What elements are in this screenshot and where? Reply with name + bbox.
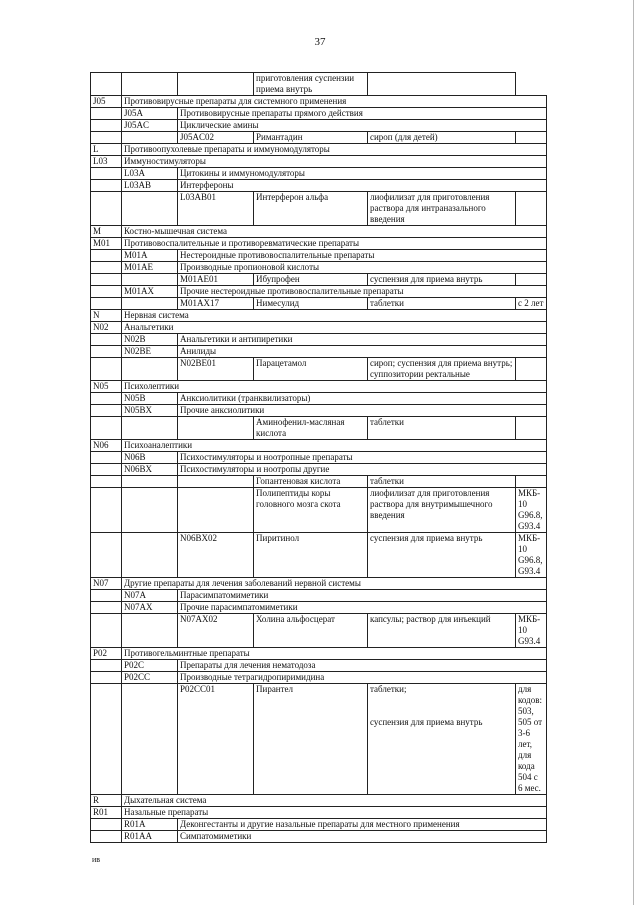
atc-code-cell bbox=[91, 73, 122, 96]
atc-code-cell: J05 bbox=[91, 96, 122, 108]
group-name-cell: Циклические амины bbox=[178, 120, 547, 132]
group-name-cell: Прочие анксиолитики bbox=[178, 405, 547, 417]
atc-code-cell bbox=[91, 452, 122, 464]
atc-code-cell bbox=[91, 590, 122, 602]
atc-code-cell bbox=[91, 602, 122, 614]
table-row bbox=[91, 578, 547, 590]
table-row bbox=[91, 795, 547, 807]
atc-drug-code-cell: J05AC02 bbox=[178, 132, 254, 144]
table-row bbox=[91, 648, 547, 660]
atc-drug-code-cell: N02BE01 bbox=[178, 358, 254, 381]
table-row bbox=[91, 250, 547, 262]
atc-drug-code-cell: N07AX02 bbox=[178, 614, 254, 648]
group-name-cell: Костно-мышечная система bbox=[122, 226, 547, 238]
group-name-cell: Парасимпатомиметики bbox=[178, 590, 547, 602]
note-cell: МКБ-10 G96.8, G93.4 bbox=[516, 488, 547, 533]
atc-code-cell: N07 bbox=[91, 578, 122, 590]
group-name-cell: Цитокины и иммуномодуляторы bbox=[178, 168, 547, 180]
table-row bbox=[91, 132, 547, 144]
atc-subcode-cell: M01AE bbox=[122, 262, 178, 274]
atc-subcode-cell: N05BX bbox=[122, 405, 178, 417]
atc-code-cell: M bbox=[91, 226, 122, 238]
dosage-form-cell: таблетки; суспензия для приема внутрь bbox=[368, 684, 516, 795]
dosage-form-cell: сироп (для детей) bbox=[368, 132, 516, 144]
atc-code-cell bbox=[91, 614, 122, 648]
atc-subcode-cell: N06B bbox=[122, 452, 178, 464]
drug-name-cell: Полипептиды коры головного мозга скота bbox=[254, 488, 368, 533]
atc-code-cell bbox=[91, 533, 122, 578]
atc-drug-code-cell bbox=[178, 488, 254, 533]
table-row bbox=[91, 476, 547, 488]
atc-subcode-cell: M01AX bbox=[122, 286, 178, 298]
group-name-cell: Иммуностимуляторы bbox=[122, 156, 547, 168]
table-row bbox=[91, 807, 547, 819]
table-row bbox=[91, 602, 547, 614]
note-cell: с 2 лет bbox=[516, 298, 547, 310]
atc-subcode-cell: M01A bbox=[122, 250, 178, 262]
atc-code-cell bbox=[91, 464, 122, 476]
table-row bbox=[91, 73, 547, 96]
drug-name-cell: Холина альфосцерат bbox=[254, 614, 368, 648]
atc-code-cell: N05 bbox=[91, 381, 122, 393]
table-row bbox=[91, 144, 547, 156]
drug-classification-table bbox=[90, 72, 547, 843]
note-cell bbox=[516, 358, 547, 381]
dosage-form-cell: таблетки bbox=[368, 298, 516, 310]
table-row bbox=[91, 831, 547, 843]
table-row bbox=[91, 298, 547, 310]
atc-subcode-cell: J05AC bbox=[122, 120, 178, 132]
dosage-form-cell: лиофилизат для приготовления раствора для интраназального введения bbox=[368, 192, 516, 226]
dosage-form-cell bbox=[368, 73, 516, 96]
group-name-cell: Дыхательная система bbox=[122, 795, 547, 807]
note-cell bbox=[516, 274, 547, 286]
table-row bbox=[91, 334, 547, 346]
table-row bbox=[91, 238, 547, 250]
atc-drug-code-cell: N06BX02 bbox=[178, 533, 254, 578]
drug-name-cell: приготовления суспензии приема внутрь bbox=[254, 73, 368, 96]
group-name-cell: Анальгетики bbox=[122, 322, 547, 334]
group-name-cell: Психостимуляторы и ноотропы другие bbox=[178, 464, 547, 476]
table-row bbox=[91, 120, 547, 132]
drug-name-cell: Пирантел bbox=[254, 684, 368, 795]
table-row bbox=[91, 819, 547, 831]
note-cell bbox=[516, 476, 547, 488]
group-name-cell: Противовирусные препараты прямого действия bbox=[178, 108, 547, 120]
atc-code-cell bbox=[91, 358, 122, 381]
table-row bbox=[91, 464, 547, 476]
table-body bbox=[91, 73, 547, 843]
table-row bbox=[91, 405, 547, 417]
group-name-cell: Психолептики bbox=[122, 381, 547, 393]
atc-code-cell bbox=[91, 831, 122, 843]
atc-drug-code-cell: M01AX17 bbox=[178, 298, 254, 310]
atc-subcode-cell bbox=[122, 73, 178, 96]
footer-mark: ив bbox=[92, 855, 101, 864]
group-name-cell: Противоопухолевые препараты и иммуномодуляторы bbox=[122, 144, 547, 156]
table-row bbox=[91, 180, 547, 192]
atc-code-cell bbox=[91, 180, 122, 192]
group-name-cell: Другие препараты для лечения заболеваний нервной системы bbox=[122, 578, 547, 590]
page-number: 37 bbox=[314, 36, 326, 48]
atc-drug-code-cell bbox=[178, 476, 254, 488]
atc-code-cell bbox=[91, 672, 122, 684]
atc-drug-code-cell: L03AB01 bbox=[178, 192, 254, 226]
group-name-cell: Противогельминтные препараты bbox=[122, 648, 547, 660]
table-row bbox=[91, 168, 547, 180]
atc-subcode-cell: L03AB bbox=[122, 180, 178, 192]
drug-name-cell: Аминофенил-масляная кислота bbox=[254, 417, 368, 440]
group-name-cell: Прочие парасимпатомиметики bbox=[178, 602, 547, 614]
atc-code-cell: N02 bbox=[91, 322, 122, 334]
atc-code-cell bbox=[91, 286, 122, 298]
atc-subcode-cell: R01AA bbox=[122, 831, 178, 843]
group-name-cell: Производные пропионовой кислоты bbox=[178, 262, 547, 274]
atc-drug-code-cell bbox=[178, 417, 254, 440]
atc-subcode-cell bbox=[122, 192, 178, 226]
group-name-cell: Анилиды bbox=[178, 346, 547, 358]
group-name-cell: Нестероидные противовоспалительные препараты bbox=[178, 250, 547, 262]
atc-code-cell bbox=[91, 298, 122, 310]
group-name-cell: Деконгестанты и другие назальные препараты для местного применения bbox=[178, 819, 547, 831]
table-row bbox=[91, 286, 547, 298]
atc-subcode-cell: L03A bbox=[122, 168, 178, 180]
atc-code-cell: N06 bbox=[91, 440, 122, 452]
group-name-cell: Препараты для лечения нематодоза bbox=[178, 660, 547, 672]
atc-code-cell: N bbox=[91, 310, 122, 322]
table-row bbox=[91, 614, 547, 648]
table-row bbox=[91, 452, 547, 464]
atc-subcode-cell bbox=[122, 132, 178, 144]
table-row bbox=[91, 660, 547, 672]
note-cell bbox=[516, 417, 547, 440]
group-name-cell: Противовирусные препараты для системного применения bbox=[122, 96, 547, 108]
scan-edge-line bbox=[633, 0, 634, 905]
group-name-cell: Нервная система bbox=[122, 310, 547, 322]
atc-code-cell bbox=[91, 274, 122, 286]
dosage-form-cell: сироп; суспензия для приема внутрь; суппозитории ректальные bbox=[368, 358, 516, 381]
atc-code-cell bbox=[91, 262, 122, 274]
drug-name-cell: Интерферон альфа bbox=[254, 192, 368, 226]
drug-name-cell: Гопантеновая кислота bbox=[254, 476, 368, 488]
atc-code-cell bbox=[91, 393, 122, 405]
atc-code-cell bbox=[91, 250, 122, 262]
atc-subcode-cell bbox=[122, 533, 178, 578]
table-row bbox=[91, 346, 547, 358]
table-row bbox=[91, 192, 547, 226]
atc-code-cell bbox=[91, 346, 122, 358]
atc-subcode-cell bbox=[122, 488, 178, 533]
atc-drug-code-cell: P02CC01 bbox=[178, 684, 254, 795]
drug-name-cell: Римантадин bbox=[254, 132, 368, 144]
table-row bbox=[91, 358, 547, 381]
atc-subcode-cell: R01A bbox=[122, 819, 178, 831]
atc-code-cell: P02 bbox=[91, 648, 122, 660]
table-row bbox=[91, 262, 547, 274]
atc-subcode-cell: N02B bbox=[122, 334, 178, 346]
atc-code-cell bbox=[91, 132, 122, 144]
atc-subcode-cell bbox=[122, 417, 178, 440]
atc-subcode-cell: P02C bbox=[122, 660, 178, 672]
group-name-cell: Противовоспалительные и противоревматические препараты bbox=[122, 238, 547, 250]
table-row bbox=[91, 672, 547, 684]
drug-name-cell: Нимесулид bbox=[254, 298, 368, 310]
group-name-cell: Назальные препараты bbox=[122, 807, 547, 819]
atc-code-cell: M01 bbox=[91, 238, 122, 250]
table-row bbox=[91, 533, 547, 578]
atc-subcode-cell: N02BE bbox=[122, 346, 178, 358]
table-row bbox=[91, 417, 547, 440]
table-row bbox=[91, 310, 547, 322]
table-row bbox=[91, 684, 547, 795]
atc-code-cell bbox=[91, 120, 122, 132]
atc-code-cell: L bbox=[91, 144, 122, 156]
atc-code-cell bbox=[91, 488, 122, 533]
dosage-form-cell: суспензия для приема внутрь bbox=[368, 274, 516, 286]
dosage-form-cell: лиофилизат для приготовления раствора для внутримышечного введения bbox=[368, 488, 516, 533]
note-cell: МКБ-10 G96.8, G93.4 bbox=[516, 533, 547, 578]
atc-code-cell: L03 bbox=[91, 156, 122, 168]
group-name-cell: Анальгетики и антипиретики bbox=[178, 334, 547, 346]
table-row bbox=[91, 381, 547, 393]
dosage-form-cell: таблетки bbox=[368, 417, 516, 440]
atc-drug-code-cell: M01AE01 bbox=[178, 274, 254, 286]
note-cell bbox=[516, 192, 547, 226]
atc-code-cell bbox=[91, 660, 122, 672]
atc-subcode-cell bbox=[122, 358, 178, 381]
dosage-form-cell: суспензия для приема внутрь bbox=[368, 533, 516, 578]
atc-subcode-cell: N07A bbox=[122, 590, 178, 602]
group-name-cell: Производные тетрагидропиримидина bbox=[178, 672, 547, 684]
atc-drug-code-cell bbox=[178, 73, 254, 96]
note-cell bbox=[516, 132, 547, 144]
group-name-cell: Симпатомиметики bbox=[178, 831, 547, 843]
note-cell: для кодов: 503, 505 от 3-6 лет, для кода 504 с 6 мес. bbox=[516, 684, 547, 795]
table-row bbox=[91, 156, 547, 168]
atc-code-cell bbox=[91, 476, 122, 488]
table-row bbox=[91, 488, 547, 533]
atc-subcode-cell: N05B bbox=[122, 393, 178, 405]
atc-code-cell: R01 bbox=[91, 807, 122, 819]
atc-code-cell bbox=[91, 108, 122, 120]
atc-subcode-cell bbox=[122, 684, 178, 795]
atc-subcode-cell bbox=[122, 614, 178, 648]
atc-subcode-cell: N07AX bbox=[122, 602, 178, 614]
atc-code-cell bbox=[91, 405, 122, 417]
note-cell: МКБ-10 G93.4 bbox=[516, 614, 547, 648]
group-name-cell: Прочие нестероидные противовоспалительные препараты bbox=[178, 286, 547, 298]
atc-subcode-cell: N06BX bbox=[122, 464, 178, 476]
atc-code-cell bbox=[91, 334, 122, 346]
group-name-cell: Психостимуляторы и ноотропные препараты bbox=[178, 452, 547, 464]
group-name-cell: Анксиолитики (транквилизаторы) bbox=[178, 393, 547, 405]
atc-subcode-cell bbox=[122, 274, 178, 286]
drug-name-cell: Пиритинол bbox=[254, 533, 368, 578]
table-row bbox=[91, 440, 547, 452]
table-row bbox=[91, 108, 547, 120]
atc-code-cell: R bbox=[91, 795, 122, 807]
dosage-form-cell: таблетки bbox=[368, 476, 516, 488]
group-name-cell: Психоаналептики bbox=[122, 440, 547, 452]
group-name-cell: Интерфероны bbox=[178, 180, 547, 192]
table-row bbox=[91, 322, 547, 334]
atc-subcode-cell bbox=[122, 476, 178, 488]
atc-code-cell bbox=[91, 417, 122, 440]
table-row bbox=[91, 590, 547, 602]
atc-subcode-cell bbox=[122, 298, 178, 310]
atc-code-cell bbox=[91, 192, 122, 226]
drug-name-cell: Парацетамол bbox=[254, 358, 368, 381]
atc-code-cell bbox=[91, 168, 122, 180]
dosage-form-cell: капсулы; раствор для инъекций bbox=[368, 614, 516, 648]
table-row bbox=[91, 393, 547, 405]
atc-subcode-cell: P02CC bbox=[122, 672, 178, 684]
table-row bbox=[91, 226, 547, 238]
table-row bbox=[91, 96, 547, 108]
atc-code-cell bbox=[91, 684, 122, 795]
atc-code-cell bbox=[91, 819, 122, 831]
table-row bbox=[91, 274, 547, 286]
drug-name-cell: Ибупрофен bbox=[254, 274, 368, 286]
atc-subcode-cell: J05A bbox=[122, 108, 178, 120]
